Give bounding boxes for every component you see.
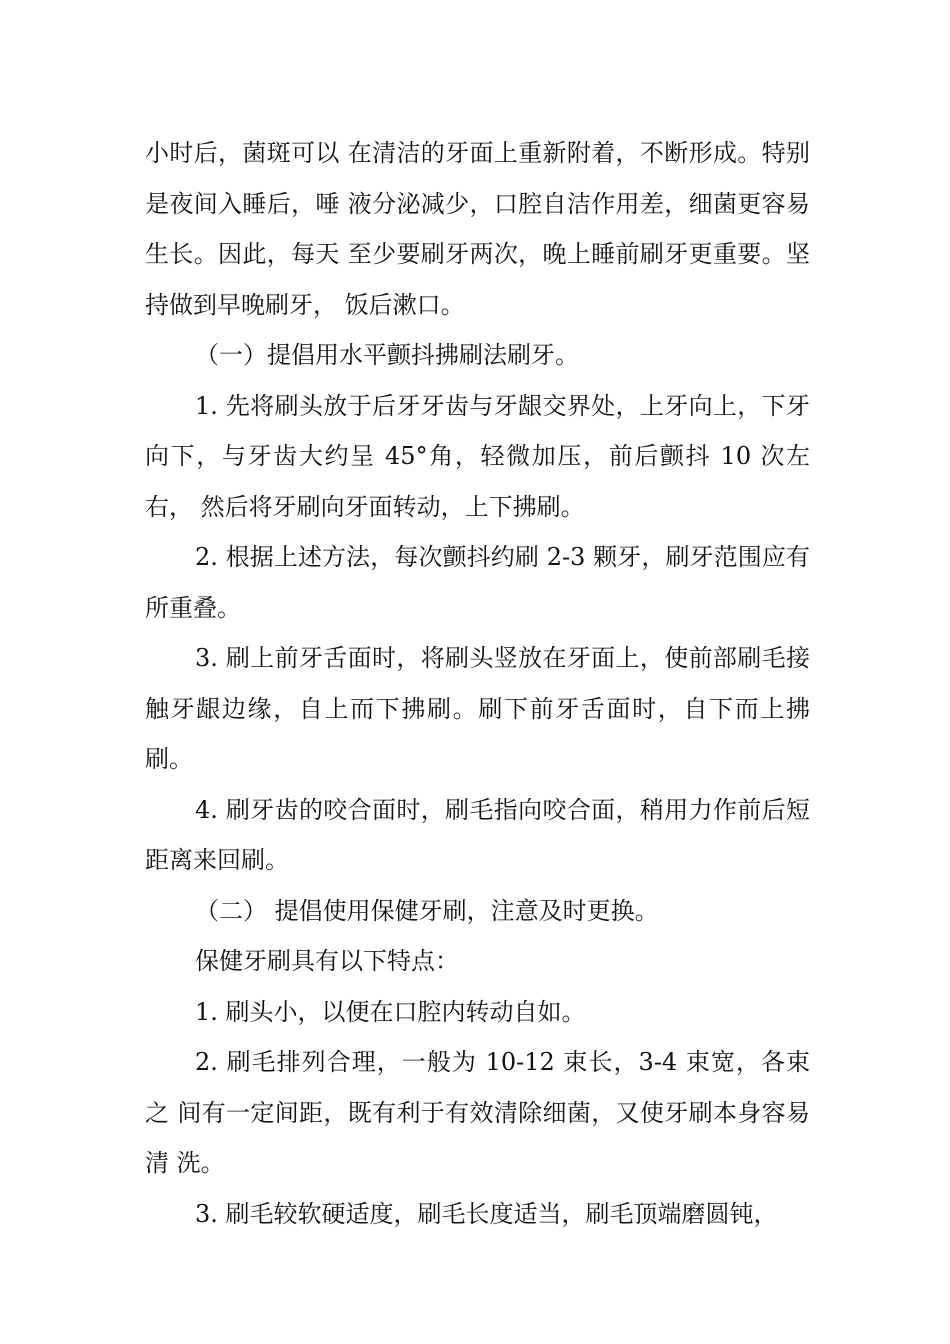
list-item-step-3: 3. 刷上前牙舌面时，将刷头竖放在牙面上，使前部刷毛接 触牙龈边缘，自上而下拂刷。刷下前牙舌面时，自下而上拂刷。 — [145, 644, 810, 773]
list-item-step-1: 1. 先将刷头放于后牙牙齿与牙龈交界处，上牙向上，下牙 向下，与牙齿大约呈 45°角，轻微加压，前后颤抖 10 次左右， 然后将牙刷向牙面转动，上下拂刷。 — [145, 391, 810, 521]
section-heading-toothbrush: （二） 提倡使用保健牙刷，注意及时更换。 — [195, 896, 659, 925]
document-body — [145, 128, 810, 1239]
paragraph-features-intro: 保健牙刷具有以下特点： — [195, 947, 459, 975]
list-item-step-4: 4. 刷牙齿的咬合面时，刷毛指向咬合面，稍用力作前后短 距离来回刷。 — [145, 795, 810, 874]
list-item-feature-1: 1. 刷头小，以便在口腔内转动自如。 — [195, 997, 586, 1026]
list-item-feature-3: 3. 刷毛较软硬适度，刷毛长度适当，刷毛顶端磨圆钝， — [195, 1199, 778, 1228]
list-item-step-2: 2. 根据上述方法，每次颤抖约刷 2-3 颗牙，刷牙范围应有 所重叠。 — [145, 543, 810, 622]
list-item-feature-2: 2. 刷毛排列合理，一般为 10-12 束长，3-4 束宽，各束之 间有一定间距，既有利于有效清除细菌，又使牙刷本身容易清 洗。 — [145, 1048, 810, 1177]
section-heading-brushing-method: （一）提倡用水平颤抖拂刷法刷牙。 — [195, 341, 579, 369]
paragraph-intro-continued: 小时后，菌斑可以 在清洁的牙面上重新附着，不断形成。特别是夜间入睡后，唾 液分泌减少，口腔自洁作用差，细菌更容易生长。因此，每天 至少要刷牙两次，晚上睡前刷牙更重要。坚持做到早晚刷牙， 饭后漱口。 — [145, 139, 810, 319]
